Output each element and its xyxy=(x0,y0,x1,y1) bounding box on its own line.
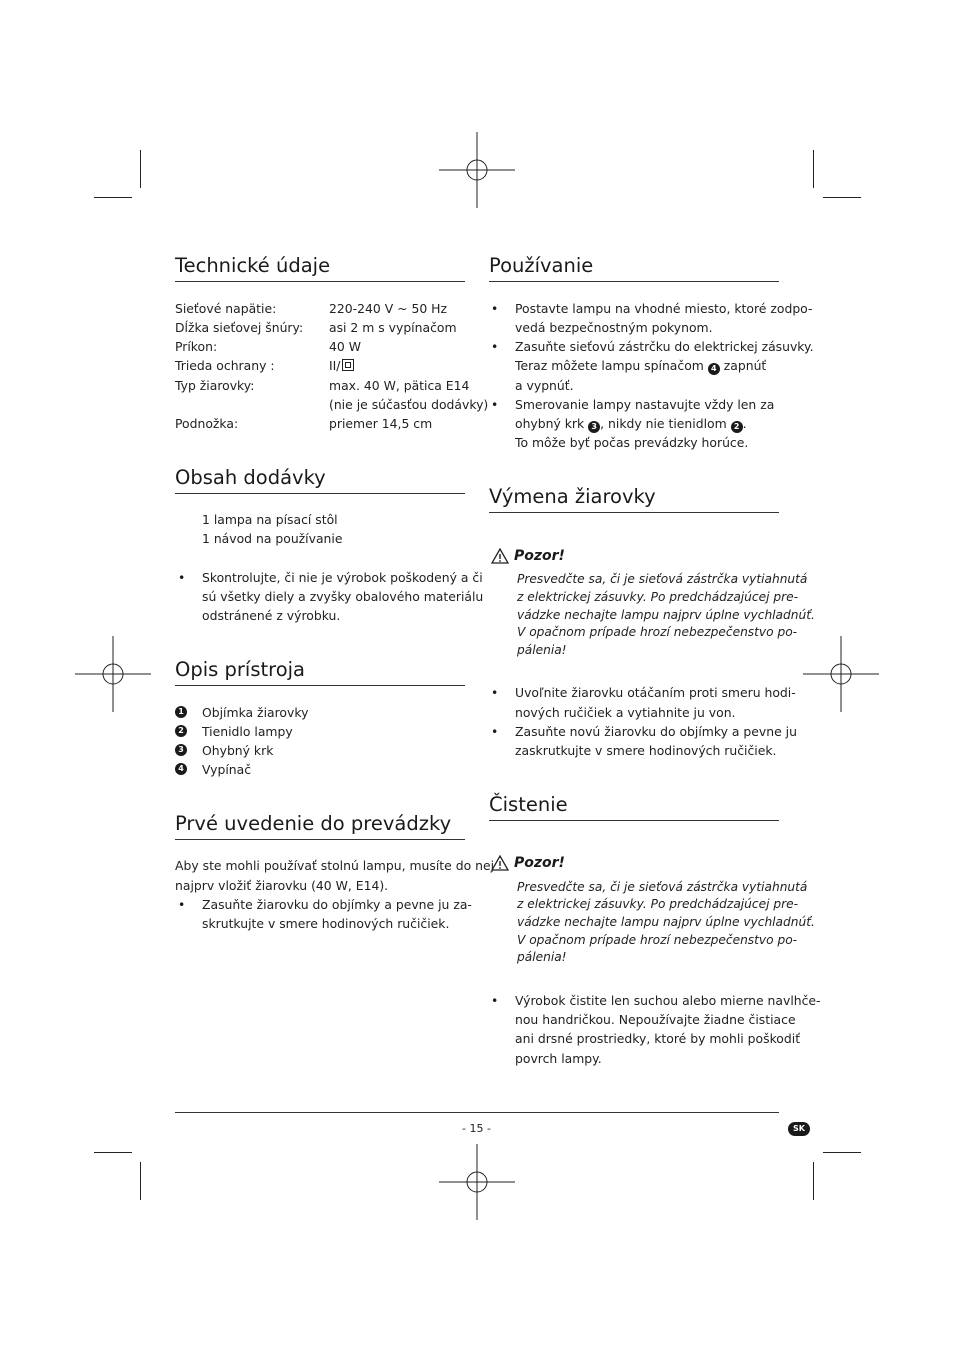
warning-text: Presvedčte sa, či je sieťová zástrčka vytiahnutá xyxy=(517,880,808,894)
warning-text: vádzke nechajte lampu najprv úplne vychladnúť. xyxy=(517,915,815,929)
warning-text: vádzke nechajte lampu najprv úplne vychladnúť. xyxy=(517,608,815,622)
section-title-obsah: Obsah dodávky xyxy=(175,466,326,489)
warning-text: Presvedčte sa, či je sieťová zástrčka vytiahnutá xyxy=(517,572,808,586)
bullet-text: Teraz môžete lampu spínačom xyxy=(515,358,704,373)
bullet-text: povrch lampy. xyxy=(515,1051,602,1066)
tech-value: 220-240 V ~ 50 Hz xyxy=(329,301,447,316)
section-title-vymena: Výmena žiarovky xyxy=(489,485,656,508)
tech-label: Príkon: xyxy=(175,339,218,354)
number-badge-icon: 4 xyxy=(175,763,187,775)
warning-title: Pozor! xyxy=(514,548,565,564)
warning-text: pálenia! xyxy=(517,950,567,964)
number-badge-icon: 3 xyxy=(175,744,187,756)
warning-text: V opačnom prípade hrozí nebezpečenstvo po- xyxy=(517,933,798,947)
section-title-prve: Prvé uvedenie do prevádzky xyxy=(175,812,452,835)
bullet-text: . xyxy=(742,416,747,431)
bullet-icon: • xyxy=(178,570,186,585)
double-insulation-icon xyxy=(342,359,354,371)
bullet-text: skrutkujte v smere hodinových ručičiek. xyxy=(202,916,450,931)
warning-title: Pozor! xyxy=(514,855,565,871)
tech-value: II/ xyxy=(329,358,341,373)
bullet-text-line xyxy=(515,414,747,433)
list-item: 1 návod na používanie xyxy=(202,531,343,546)
bullet-text: vedá bezpečnostným pokynom. xyxy=(515,320,713,335)
bullet-icon: • xyxy=(491,397,499,412)
bullet-text: odstránené z výrobku. xyxy=(202,608,341,623)
bullet-text: Smerovanie lampy nastavujte vždy len za xyxy=(515,397,775,412)
part-label: Vypínač xyxy=(202,762,252,777)
bullet-text: zapnúť xyxy=(723,358,767,373)
bullet-text: Uvoľnite žiarovku otáčaním proti smeru hodi- xyxy=(515,685,796,700)
warning-text: V opačnom prípade hrozí nebezpečenstvo po- xyxy=(517,625,798,639)
part-label: Ohybný krk xyxy=(202,743,274,758)
bullet-text: nou handričkou. Nepoužívajte žiadne čistiace xyxy=(515,1012,796,1027)
number-badge-icon: 1 xyxy=(175,706,187,718)
bullet-icon: • xyxy=(491,685,499,700)
tech-value: 40 W xyxy=(329,339,361,354)
warning-icon xyxy=(491,548,509,564)
bullet-icon: • xyxy=(178,897,186,912)
section-rule xyxy=(489,820,779,821)
bullet-text-line xyxy=(515,356,766,375)
bullet-icon: • xyxy=(491,301,499,316)
bullet-text: Výrobok čistite len suchou alebo mierne navlhče- xyxy=(515,993,821,1008)
number-badge-icon: 4 xyxy=(708,363,720,375)
section-title-pouzivanie: Používanie xyxy=(489,254,594,277)
bullet-text: Skontrolujte, či nie je výrobok poškodený a či xyxy=(202,570,483,585)
bullet-text: To môže byť počas prevádzky horúce. xyxy=(515,435,749,450)
section-title-cistenie: Čistenie xyxy=(489,793,568,816)
section-rule xyxy=(175,685,465,686)
page-number: - 15 - xyxy=(462,1122,491,1135)
warning-text: pálenia! xyxy=(517,643,567,657)
registration-mark xyxy=(803,636,879,712)
bullet-text: ohybný krk xyxy=(515,416,585,431)
section-rule xyxy=(489,512,779,513)
bullet-text: , nikdy nie tienidlom xyxy=(600,416,727,431)
list-item: 1 lampa na písací stôl xyxy=(202,512,338,527)
section-rule xyxy=(489,281,779,282)
language-badge: SK xyxy=(788,1122,810,1136)
paragraph-text: Aby ste mohli používať stolnú lampu, musíte do nej xyxy=(175,858,495,873)
bullet-text: zaskrutkujte v smere hodinových ručičiek. xyxy=(515,743,777,758)
bullet-text: ani drsné prostriedky, ktoré by mohli poškodiť xyxy=(515,1031,801,1046)
footer-rule xyxy=(175,1112,779,1113)
tech-value-class xyxy=(329,356,354,375)
number-badge-icon: 3 xyxy=(588,421,600,433)
bullet-icon: • xyxy=(491,993,499,1008)
bullet-text: sú všetky diely a zvyšky obalového materiálu xyxy=(202,589,484,604)
tech-value: max. 40 W, pätica E14 xyxy=(329,378,470,393)
warning-text: z elektrickej zásuvky. Po predchádzajúcej pre- xyxy=(517,897,798,911)
number-badge-icon: 2 xyxy=(731,421,743,433)
section-rule xyxy=(175,493,465,494)
registration-mark xyxy=(75,636,151,712)
part-label: Tienidlo lampy xyxy=(202,724,293,739)
tech-label: Typ žiarovky: xyxy=(175,378,255,393)
tech-label: Podnožka: xyxy=(175,416,239,431)
bullet-text: Zasuňte sieťovú zástrčku do elektrickej zásuvky. xyxy=(515,339,814,354)
paragraph-text: najprv vložiť žiarovku (40 W, E14). xyxy=(175,878,389,893)
registration-mark xyxy=(439,1144,515,1220)
bullet-text: nových ručičiek a vytiahnite ju von. xyxy=(515,705,736,720)
tech-label: Trieda ochrany : xyxy=(175,358,275,373)
section-title-tech: Technické údaje xyxy=(175,254,331,277)
part-label: Objímka žiarovky xyxy=(202,705,309,720)
bullet-icon: • xyxy=(491,724,499,739)
bullet-icon: • xyxy=(491,339,499,354)
section-rule xyxy=(175,839,465,840)
section-rule xyxy=(175,281,465,282)
registration-mark xyxy=(439,132,515,208)
bullet-text: Zasuňte žiarovku do objímky a pevne ju za- xyxy=(202,897,472,912)
tech-value: asi 2 m s vypínačom xyxy=(329,320,457,335)
tech-label: Sieťové napätie: xyxy=(175,301,277,316)
bullet-text: Postavte lampu na vhodné miesto, ktoré zodpo- xyxy=(515,301,813,316)
bullet-text: a vypnúť. xyxy=(515,378,574,393)
tech-value: (nie je súčasťou dodávky) xyxy=(329,397,489,412)
bullet-text: Zasuňte novú žiarovku do objímky a pevne ju xyxy=(515,724,797,739)
section-title-opis: Opis prístroja xyxy=(175,658,306,681)
tech-value: priemer 14,5 cm xyxy=(329,416,433,431)
number-badge-icon: 2 xyxy=(175,725,187,737)
warning-icon xyxy=(491,855,509,871)
warning-text: z elektrickej zásuvky. Po predchádzajúcej pre- xyxy=(517,590,798,604)
tech-label: Dĺžka sieťovej šnúry: xyxy=(175,320,304,335)
